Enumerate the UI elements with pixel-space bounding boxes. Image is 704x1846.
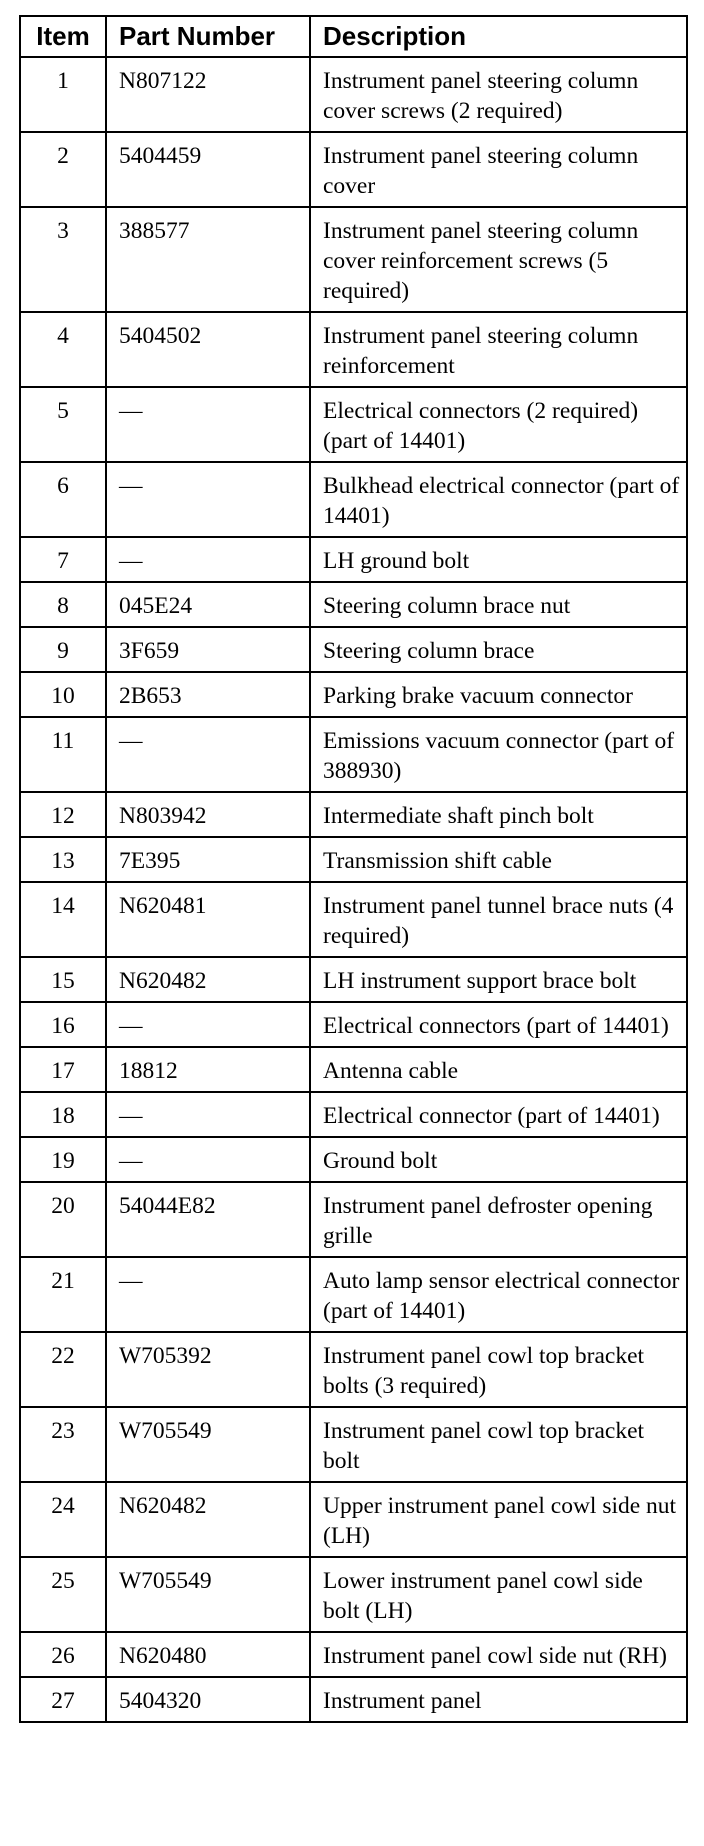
- item-cell: 3: [20, 207, 106, 312]
- description-cell: Instrument panel tunnel brace nuts (4 required): [310, 882, 687, 957]
- part-number-cell: 5404320: [106, 1677, 310, 1722]
- description-cell: Instrument panel steering column cover screws (2 required): [310, 57, 687, 132]
- description-cell: Lower instrument panel cowl side bolt (LH): [310, 1557, 687, 1632]
- part-number-cell: —: [106, 717, 310, 792]
- item-cell: 17: [20, 1047, 106, 1092]
- table-row: [20, 1407, 687, 1482]
- table-row: [20, 132, 687, 207]
- description-cell: Instrument panel cowl top bracket bolt: [310, 1407, 687, 1482]
- item-cell: 1: [20, 57, 106, 132]
- parts-table: [19, 15, 688, 1723]
- part-number-cell: W705392: [106, 1332, 310, 1407]
- table-row: [20, 1332, 687, 1407]
- description-cell: Upper instrument panel cowl side nut (LH): [310, 1482, 687, 1557]
- part-number-cell: —: [106, 537, 310, 582]
- table-row: [20, 537, 687, 582]
- part-number-cell: 5404502: [106, 312, 310, 387]
- item-cell: 7: [20, 537, 106, 582]
- description-cell: Electrical connectors (part of 14401): [310, 1002, 687, 1047]
- description-cell: Ground bolt: [310, 1137, 687, 1182]
- part-number-cell: 7E395: [106, 837, 310, 882]
- item-cell: 22: [20, 1332, 106, 1407]
- item-cell: 15: [20, 957, 106, 1002]
- table-body: [20, 57, 687, 1722]
- table-row: [20, 1257, 687, 1332]
- table-row: [20, 1047, 687, 1092]
- table-row: [20, 792, 687, 837]
- item-cell: 26: [20, 1632, 106, 1677]
- item-cell: 23: [20, 1407, 106, 1482]
- item-cell: 4: [20, 312, 106, 387]
- table-row: [20, 57, 687, 132]
- description-cell: Instrument panel: [310, 1677, 687, 1722]
- item-cell: 9: [20, 627, 106, 672]
- column-header-part-number: Part Number: [106, 16, 310, 57]
- item-cell: 10: [20, 672, 106, 717]
- description-cell: LH ground bolt: [310, 537, 687, 582]
- table-row: [20, 1557, 687, 1632]
- table-row: [20, 1002, 687, 1047]
- item-cell: 13: [20, 837, 106, 882]
- item-cell: 5: [20, 387, 106, 462]
- item-cell: 21: [20, 1257, 106, 1332]
- part-number-cell: —: [106, 1092, 310, 1137]
- description-cell: Electrical connectors (2 required) (part of 14401): [310, 387, 687, 462]
- column-header-item: Item: [20, 16, 106, 57]
- part-number-cell: N807122: [106, 57, 310, 132]
- part-number-cell: 2B653: [106, 672, 310, 717]
- table-header: [20, 16, 687, 57]
- table-row: [20, 837, 687, 882]
- item-cell: 24: [20, 1482, 106, 1557]
- description-cell: Instrument panel cowl side nut (RH): [310, 1632, 687, 1677]
- part-number-cell: 3F659: [106, 627, 310, 672]
- item-cell: 14: [20, 882, 106, 957]
- table-row: [20, 1092, 687, 1137]
- part-number-cell: —: [106, 1257, 310, 1332]
- description-cell: Parking brake vacuum connector: [310, 672, 687, 717]
- part-number-cell: —: [106, 1002, 310, 1047]
- table-row: [20, 582, 687, 627]
- part-number-cell: N620482: [106, 1482, 310, 1557]
- part-number-cell: W705549: [106, 1407, 310, 1482]
- part-number-cell: —: [106, 387, 310, 462]
- item-cell: 8: [20, 582, 106, 627]
- item-cell: 12: [20, 792, 106, 837]
- table-row: [20, 1137, 687, 1182]
- table-row: [20, 717, 687, 792]
- part-number-cell: N620481: [106, 882, 310, 957]
- part-number-cell: 5404459: [106, 132, 310, 207]
- description-cell: Instrument panel steering column cover: [310, 132, 687, 207]
- table-row: [20, 462, 687, 537]
- table-row: [20, 627, 687, 672]
- table-row: [20, 1632, 687, 1677]
- item-cell: 25: [20, 1557, 106, 1632]
- part-number-cell: —: [106, 462, 310, 537]
- description-cell: Electrical connector (part of 14401): [310, 1092, 687, 1137]
- item-cell: 2: [20, 132, 106, 207]
- description-cell: Transmission shift cable: [310, 837, 687, 882]
- description-cell: Auto lamp sensor electrical connector (part of 14401): [310, 1257, 687, 1332]
- description-cell: Intermediate shaft pinch bolt: [310, 792, 687, 837]
- description-cell: Bulkhead electrical connector (part of 14401): [310, 462, 687, 537]
- part-number-cell: N620480: [106, 1632, 310, 1677]
- item-cell: 16: [20, 1002, 106, 1047]
- table-row: [20, 1482, 687, 1557]
- part-number-cell: N620482: [106, 957, 310, 1002]
- table-row: [20, 312, 687, 387]
- column-header-description: Description: [310, 16, 687, 57]
- item-cell: 18: [20, 1092, 106, 1137]
- part-number-cell: W705549: [106, 1557, 310, 1632]
- description-cell: Emissions vacuum connector (part of 388930): [310, 717, 687, 792]
- table-row: [20, 957, 687, 1002]
- part-number-cell: 045E24: [106, 582, 310, 627]
- description-cell: Steering column brace nut: [310, 582, 687, 627]
- description-cell: Antenna cable: [310, 1047, 687, 1092]
- header-row: [20, 16, 687, 57]
- description-cell: Instrument panel cowl top bracket bolts (3 required): [310, 1332, 687, 1407]
- part-number-cell: N803942: [106, 792, 310, 837]
- table-row: [20, 1677, 687, 1722]
- part-number-cell: —: [106, 1137, 310, 1182]
- item-cell: 6: [20, 462, 106, 537]
- table-row: [20, 387, 687, 462]
- item-cell: 11: [20, 717, 106, 792]
- description-cell: Instrument panel steering column cover reinforcement screws (5 required): [310, 207, 687, 312]
- table-row: [20, 882, 687, 957]
- part-number-cell: 54044E82: [106, 1182, 310, 1257]
- description-cell: Steering column brace: [310, 627, 687, 672]
- table-row: [20, 1182, 687, 1257]
- part-number-cell: 18812: [106, 1047, 310, 1092]
- item-cell: 20: [20, 1182, 106, 1257]
- part-number-cell: 388577: [106, 207, 310, 312]
- description-cell: Instrument panel steering column reinforcement: [310, 312, 687, 387]
- table-row: [20, 672, 687, 717]
- item-cell: 27: [20, 1677, 106, 1722]
- item-cell: 19: [20, 1137, 106, 1182]
- description-cell: Instrument panel defroster opening grille: [310, 1182, 687, 1257]
- description-cell: LH instrument support brace bolt: [310, 957, 687, 1002]
- table-row: [20, 207, 687, 312]
